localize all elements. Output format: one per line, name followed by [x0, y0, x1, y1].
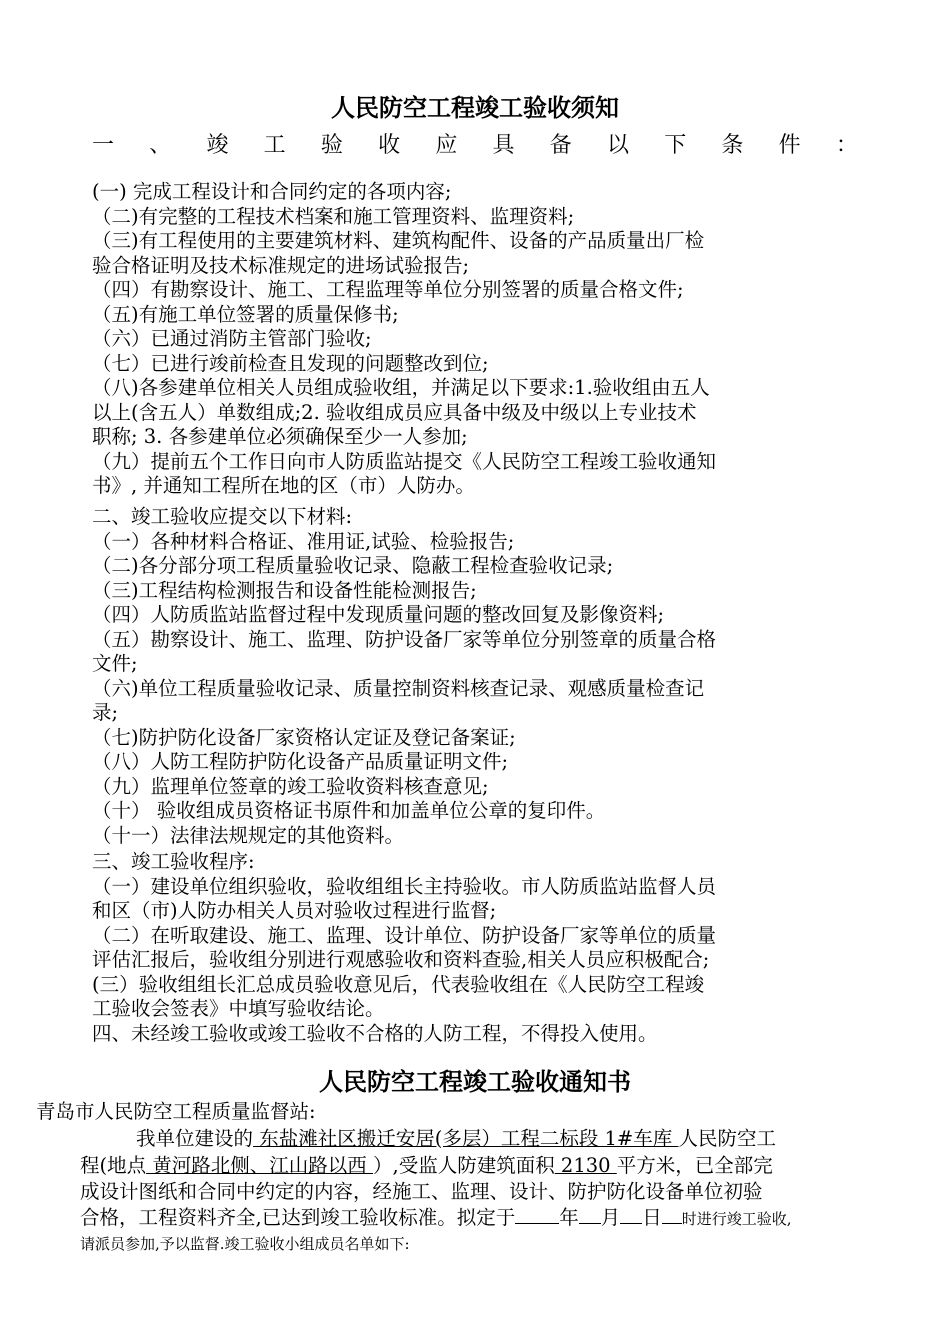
section3-line: 评估汇报后，验收组分别进行观感验收和资料查验,相关人员应积极配合;: [92, 948, 710, 971]
section2-line: 二、竣工验收应提交以下材料:: [92, 505, 353, 528]
notice-text: 合格，工程资料齐全,已达到竣工验收标准。拟定于: [80, 1206, 516, 1229]
hour-blank: [662, 1205, 682, 1224]
year-blank: [515, 1205, 559, 1224]
heading-char: 件: [778, 133, 801, 158]
section3-line: （二）在听取建设、施工、监理、设计单位、防护设备厂家等单位的质量: [92, 923, 717, 947]
notice-line-2: [80, 1154, 773, 1178]
section2-line: （六)单位工程质量验收记录、质量控制资料核查记录、观感质量检查记: [92, 676, 705, 700]
section3-line: (三）验收组组长汇总成员验收意见后，代表验收组在《人民防空工程竣: [92, 972, 705, 996]
notice-addressee: 青岛市人民防空工程质量监督站:: [36, 1100, 316, 1123]
heading-char: 竣: [206, 133, 229, 158]
section3-line: 四、未经竣工验收或竣工验收不合格的人防工程，不得投入使用。: [92, 1021, 658, 1045]
section3-line: 工验收会签表》中填写验收结论。: [92, 997, 385, 1020]
area-field: 2130: [554, 1154, 617, 1177]
section2-line: （十一）法律法规规定的其他资料。: [92, 823, 405, 847]
section1-line: （五)有施工单位签署的质量保修书;: [92, 302, 399, 326]
section2-line: 文件;: [92, 652, 138, 675]
section1-line: 职称; 3. 各参建单位必须确保至少一人参加;: [92, 425, 468, 448]
section3-line: 和区（市)人防办相关人员对验收过程进行监督;: [92, 899, 497, 922]
notice-line-5: 请派员参加,予以监督.竣工验收小组成员名单如下:: [80, 1235, 410, 1253]
heading-char: 验: [320, 133, 343, 158]
heading-char: 、: [149, 133, 172, 158]
section1-line: 书》, 并通知工程所在地的区（市）人防办。: [92, 474, 475, 497]
notice-title: 人民防空工程竣工验收通知书: [319, 1068, 631, 1096]
location-field: 黄河路北侧、江山路以西: [146, 1154, 374, 1177]
notice-line-4: [80, 1205, 792, 1231]
day-label: 日: [642, 1206, 662, 1229]
heading-char: 以: [606, 133, 629, 158]
section2-line: （八）人防工程防护防化设备产品质量证明文件;: [92, 750, 509, 773]
heading-char: 工: [263, 133, 286, 158]
project-name-field: 东盐滩社区搬迁安居(多层）工程二标段 1#车库: [253, 1127, 679, 1150]
notice-text: 人民防空工: [678, 1127, 776, 1150]
section1-line: （七）已进行竣前检查且发现的问题整改到位;: [92, 351, 489, 375]
section1-heading: [92, 128, 858, 159]
year-label: 年: [559, 1206, 579, 1229]
section3-line: 三、竣工验收程序:: [92, 850, 255, 873]
notice-line-1: [136, 1127, 776, 1151]
heading-char: 具: [492, 133, 515, 158]
section1-line: 以上(含五人）单数组成;2. 验收组成员应具备中级及中级以上专业技术: [92, 400, 697, 424]
heading-char: 备: [549, 133, 572, 158]
heading-char: 收: [378, 133, 401, 158]
notice-text: 时进行竣工验收,: [681, 1210, 792, 1228]
notice-line-3: 成设计图纸和合同中约定的内容，经施工、监理、设计、防护防化设备单位初验: [80, 1180, 763, 1203]
section1-line: (一) 完成工程设计和合同约定的各项内容;: [92, 180, 452, 203]
section2-line: （七)防护防化设备厂家资格认定证及登记备案证;: [92, 725, 516, 749]
heading-char: ：: [835, 133, 858, 158]
section1-line: （四）有勘察设计、施工、工程监理等单位分别签署的质量合格文件;: [92, 278, 684, 301]
section1-line: （六）已通过消防主管部门验收;: [92, 327, 372, 350]
month-label: 月: [600, 1206, 621, 1229]
heading-char: 下: [664, 133, 687, 158]
page-title: 人民防空工程竣工验收须知: [331, 94, 619, 122]
section1-line: （二)有完整的工程技术档案和施工管理资料、监理资料;: [92, 204, 575, 228]
section2-line: （十） 验收组成员资格证书原件和加盖单位公章的复印件。: [92, 799, 606, 822]
section2-line: （五）勘察设计、施工、监理、防护设备厂家等单位分别签章的质量合格: [92, 627, 717, 651]
month-blank: [579, 1205, 601, 1224]
section2-line: （九）监理单位签章的竣工验收资料核查意见;: [92, 774, 489, 798]
section2-line: （三)工程结构检测报告和设备性能检测报告;: [92, 578, 477, 602]
section1-line: （八)各参建单位相关人员组成验收组，并满足以下要求:1.验收组由五人: [92, 376, 710, 399]
notice-text: 我单位建设的: [136, 1127, 254, 1150]
notice-text: ）,受监人防建筑面积: [373, 1154, 555, 1177]
day-blank: [620, 1205, 642, 1224]
section1-line: （九）提前五个工作日向市人防质监站提交《人民防空工程竣工验收通知: [92, 449, 717, 473]
section2-line: （一）各种材料合格证、准用证,试验、检验报告;: [92, 529, 515, 553]
section2-line: 录;: [92, 701, 119, 724]
notice-text: 平方米，已全部完: [616, 1154, 773, 1177]
section2-line: （二)各分部分项工程质量验收记录、隐蔽工程检查验收记录;: [92, 554, 614, 577]
section1-line: （三)有工程使用的主要建筑材料、建筑构配件、设备的产品质量出厂检: [92, 229, 705, 252]
section2-line: （四）人防质监站监督过程中发现质量问题的整改回复及影像资料;: [92, 603, 665, 626]
heading-char: 应: [435, 133, 458, 158]
heading-char: 条: [721, 133, 744, 158]
section1-line: 验合格证明及技术标准规定的进场试验报告;: [92, 253, 470, 277]
section3-line: （一）建设单位组织验收，验收组组长主持验收。市人防质监站监督人员: [92, 874, 717, 898]
notice-text: 程(地点: [80, 1154, 147, 1177]
heading-char: 一: [92, 133, 115, 158]
